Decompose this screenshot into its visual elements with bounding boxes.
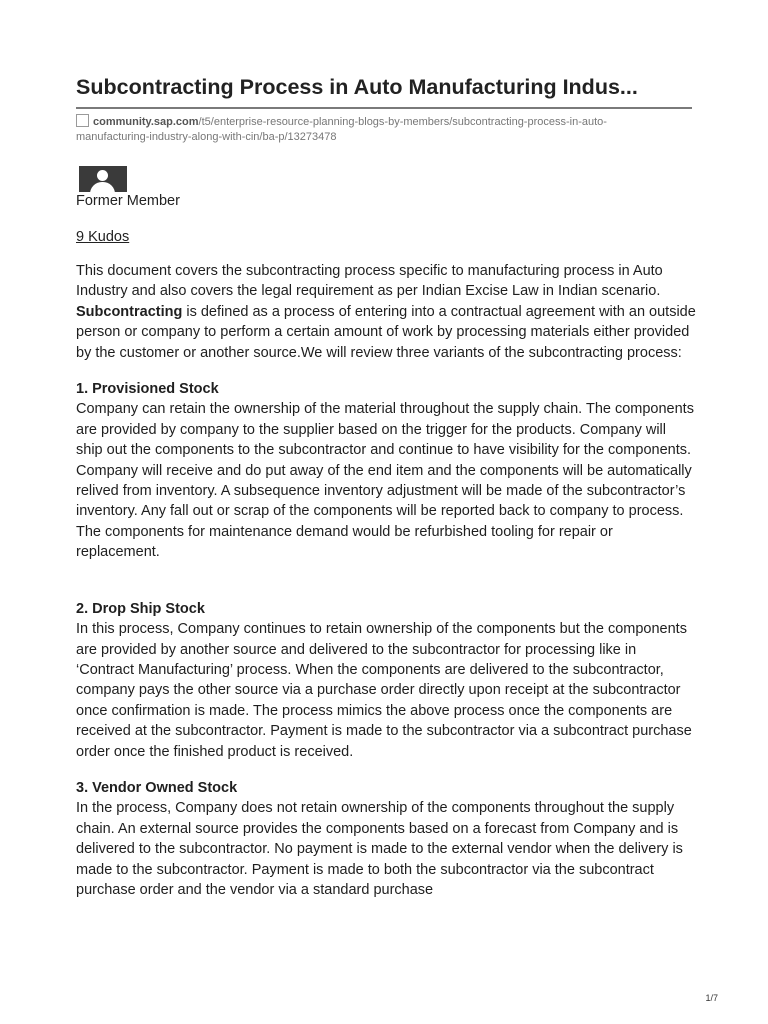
intro-paragraph: This document covers the subcontracting process specific to manufacturing process in Auto Industry and also covers the legal requirement as per Indian Excise Law in Indian scenario. Subcontracting is defined as a process of entering into a contractual agreement with an outside person or company to perform a certain amount of work by processing materials either provided by the customer or another source.We will review three variants of the subcontracting process: — [76, 263, 696, 361]
section-body: Company can retain the ownership of the material throughout the supply chain. The components are provided by company to the supplier based on the trigger for the products. Company will ship out the components to the subcontractor and continue to have visibility for the components. Company will receive and do put away of the end item and the components will be automatically relived from inventory. A subsequence inventory adjustment will be made of the subcontractor’s inventory. Any fall out or scrap of the components will be reported back to company to process. The components for maintenance demand would be refurbished tooling for repair or replacement. — [76, 401, 694, 561]
section-vendor-owned-stock — [76, 778, 696, 900]
section-heading: 2. Drop Ship Stock — [76, 600, 205, 617]
article-body — [76, 261, 696, 900]
section-body: In the process, Company does not retain ownership of the components throughout the supply chain. An external source provides the components based on a forecast from Company and is delivered to the subcontractor. No payment is made to the external vendor when the delivery is made to the subcontractor. Payment is made to both the subcontractor via the subcontract purchase order and the vendor via a standard purchase — [76, 800, 683, 898]
page-number: 1/7 — [705, 993, 718, 1003]
title-divider — [76, 107, 692, 109]
section-heading: 1. Provisioned Stock — [76, 381, 219, 398]
source-path-continued[interactable]: manufacturing-industry-along-with-cin/ba-p/13273478 — [76, 131, 337, 143]
source-path[interactable]: /t5/enterprise-resource-planning-blogs-by-members/subcontracting-process-in-auto- — [198, 116, 607, 128]
source-domain[interactable]: community.sap.com — [93, 116, 199, 128]
section-provisioned-stock — [76, 379, 696, 563]
page-title: Subcontracting Process in Auto Manufacturing Indus... — [76, 75, 638, 99]
intro-bold-term: Subcontracting — [76, 303, 183, 320]
favicon-icon — [76, 114, 89, 127]
author-name[interactable]: Former Member — [76, 193, 180, 209]
section-body: In this process, Company continues to retain ownership of the components but the components are provided by another source and delivered to the subcontractor for processing like in ‘Contract Manufacturing’ process. When the components are delivered to the subcontractor, company pays the other source via a purchase order directly upon receipt at the subcontractor once confirmation is made. The process mimics the above process once the components are received at the subcontractor. Payment is made to the subcontractor via a subcontract purchase order once the finished product is received. — [76, 621, 692, 760]
section-heading: 3. Vendor Owned Stock — [76, 779, 238, 796]
source-url[interactable] — [76, 114, 676, 145]
author-avatar-icon[interactable] — [79, 166, 127, 192]
kudos-link[interactable]: 9 Kudos — [76, 229, 130, 245]
section-drop-ship-stock — [76, 599, 696, 762]
